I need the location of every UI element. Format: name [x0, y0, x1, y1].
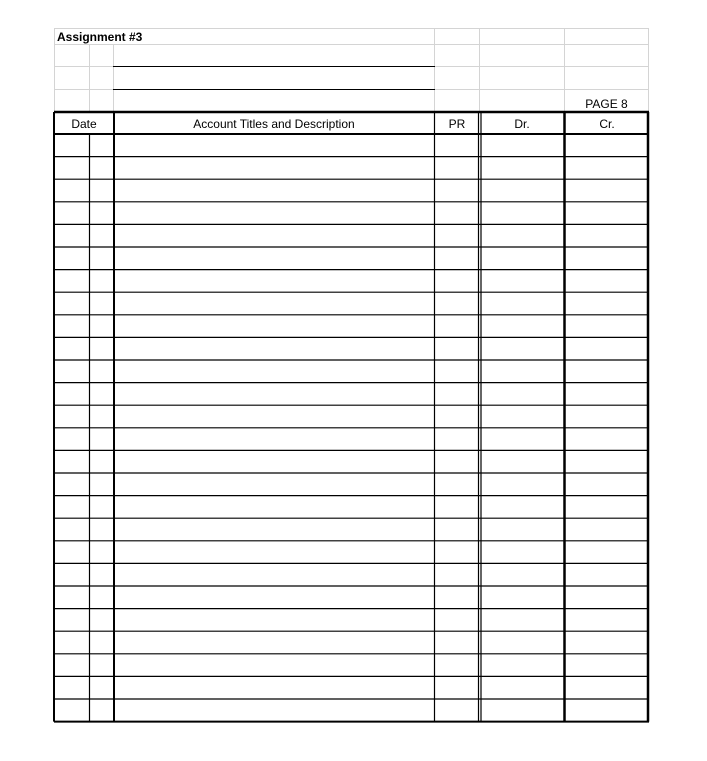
assignment-title: Assignment #3 [57, 30, 143, 44]
column-header-date: Date [71, 117, 97, 131]
column-header-pr: PR [448, 117, 466, 131]
column-header-description: Account Titles and Description [193, 117, 355, 131]
column-header-dr: Dr. [514, 117, 530, 131]
column-header-cr: Cr. [599, 117, 615, 131]
page-label: PAGE 8 [585, 97, 628, 111]
